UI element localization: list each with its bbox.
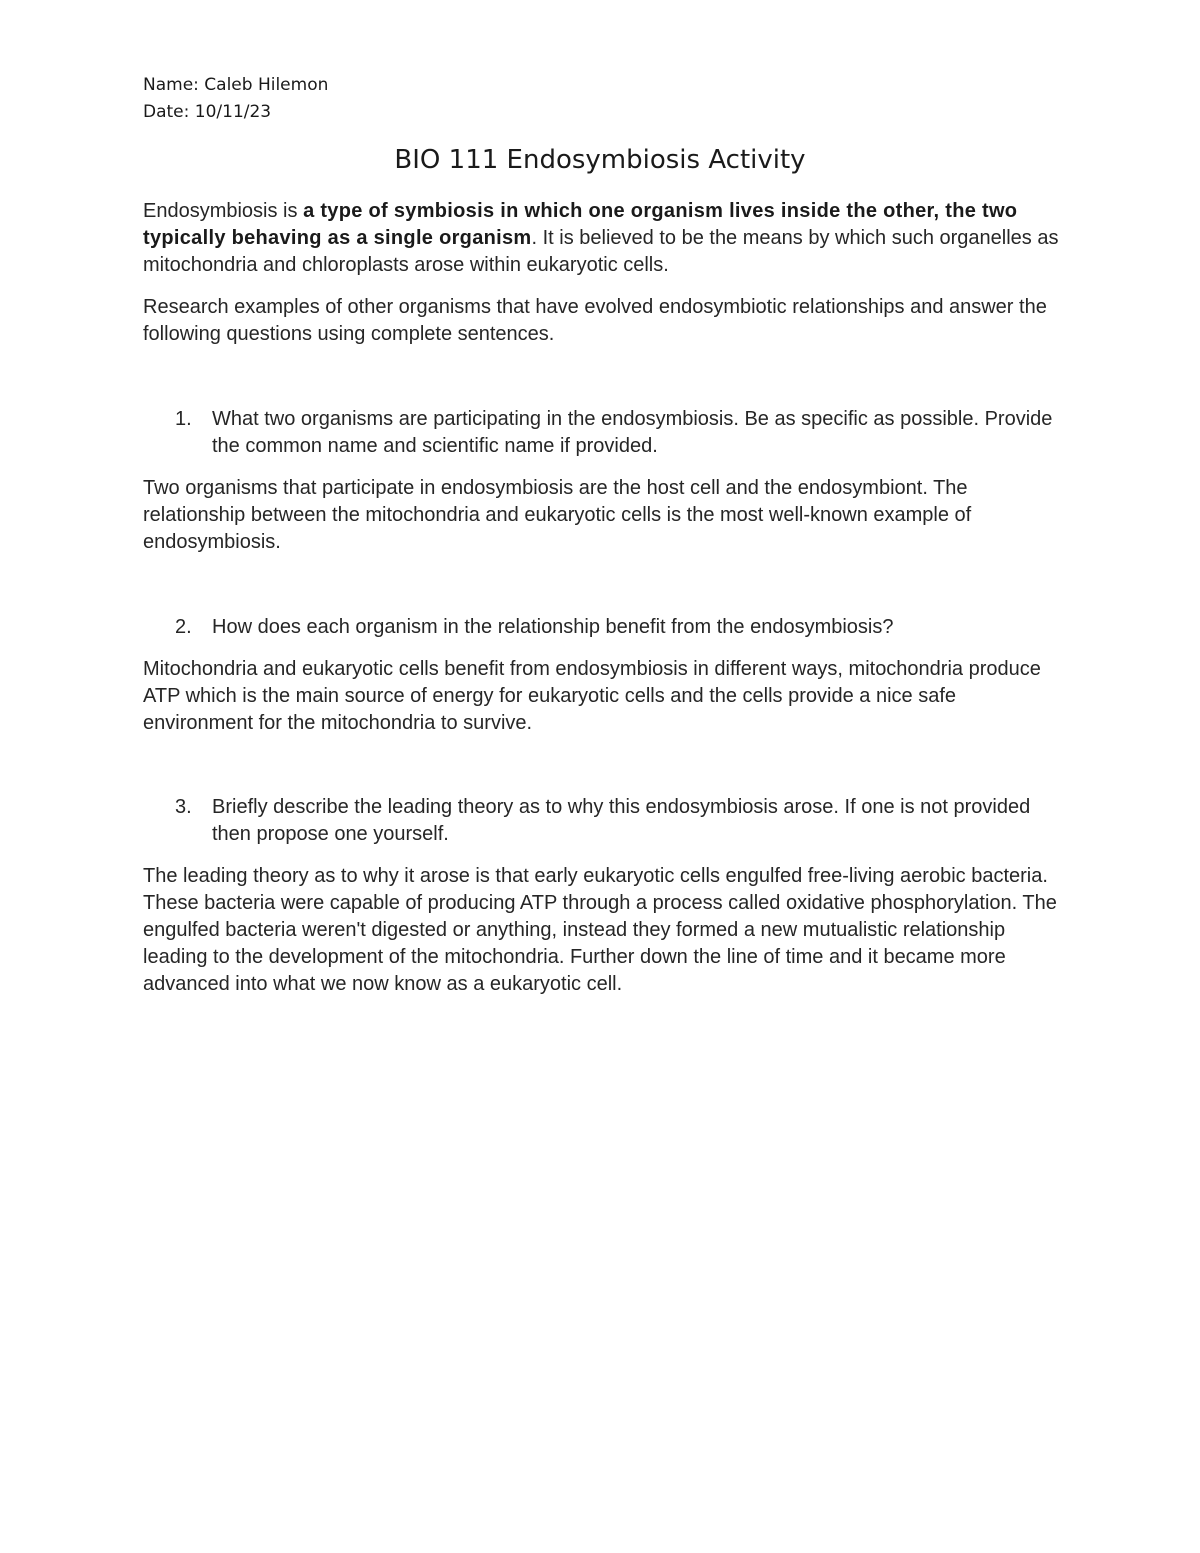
- answer-paragraph: The leading theory as to why it arose is that early eukaryotic cells engulfed free-living aerobic bacteria. These bacteria were capable of producing ATP through a process called oxidative phosphorylation. The engulfed bacteria weren't digested or anything, instead they formed a new mutualistic relationship leading to the development of the mitochondria. Further down the line of time and it became more advanced into what we now know as a eukaryotic cell.: [143, 865, 1057, 995]
- answer-paragraph: Two organisms that participate in endosymbiosis are the host cell and the endosymbiont. The relationship between the mitochondria and eukaryotic cells is the most well-known example of endosymbiosis.: [143, 477, 972, 553]
- student-name: Name: Caleb Hilemon: [143, 75, 329, 95]
- document-title: BIO 111 Endosymbiosis Activity: [394, 145, 806, 175]
- question-item: [175, 794, 1055, 848]
- answer-paragraph: Mitochondria and eukaryotic cells benefit from endosymbiosis in different ways, mitochondria produce ATP which is the main source of energy for eukaryotic cells and the cells provide a nice safe environment for the mitochondria to survive.: [143, 658, 1041, 734]
- assignment-date: Date: 10/11/23: [143, 102, 272, 122]
- question-number: 3.: [175, 796, 192, 818]
- instructions-paragraph: Research examples of other organisms that have evolved endosymbiotic relationships and answer the following questions using complete sentences.: [143, 296, 1047, 345]
- question-number: 2.: [175, 616, 192, 638]
- intro-paragraph: [143, 198, 1063, 279]
- intro-definition: a type of symbiosis in which one organism lives inside the other, the two typically behaving as a single organism: [143, 200, 1018, 249]
- question-text: What two organisms are participating in the endosymbiosis. Be as specific as possible. Provide the common name and scientific name if provided.: [212, 408, 1053, 457]
- question-item: [175, 406, 1055, 460]
- question-text: Briefly describe the leading theory as to why this endosymbiosis arose. If one is not provided then propose one yourself.: [212, 796, 1031, 845]
- question-item: [175, 614, 1055, 641]
- intro-rest: . It is believed to be the means by which such organelles as mitochondria and chloroplasts arose within eukaryotic cells.: [143, 227, 1059, 276]
- intro-lead: Endosymbiosis is: [143, 200, 304, 222]
- question-text: How does each organism in the relationship benefit from the endosymbiosis?: [212, 616, 894, 638]
- question-number: 1.: [175, 408, 192, 430]
